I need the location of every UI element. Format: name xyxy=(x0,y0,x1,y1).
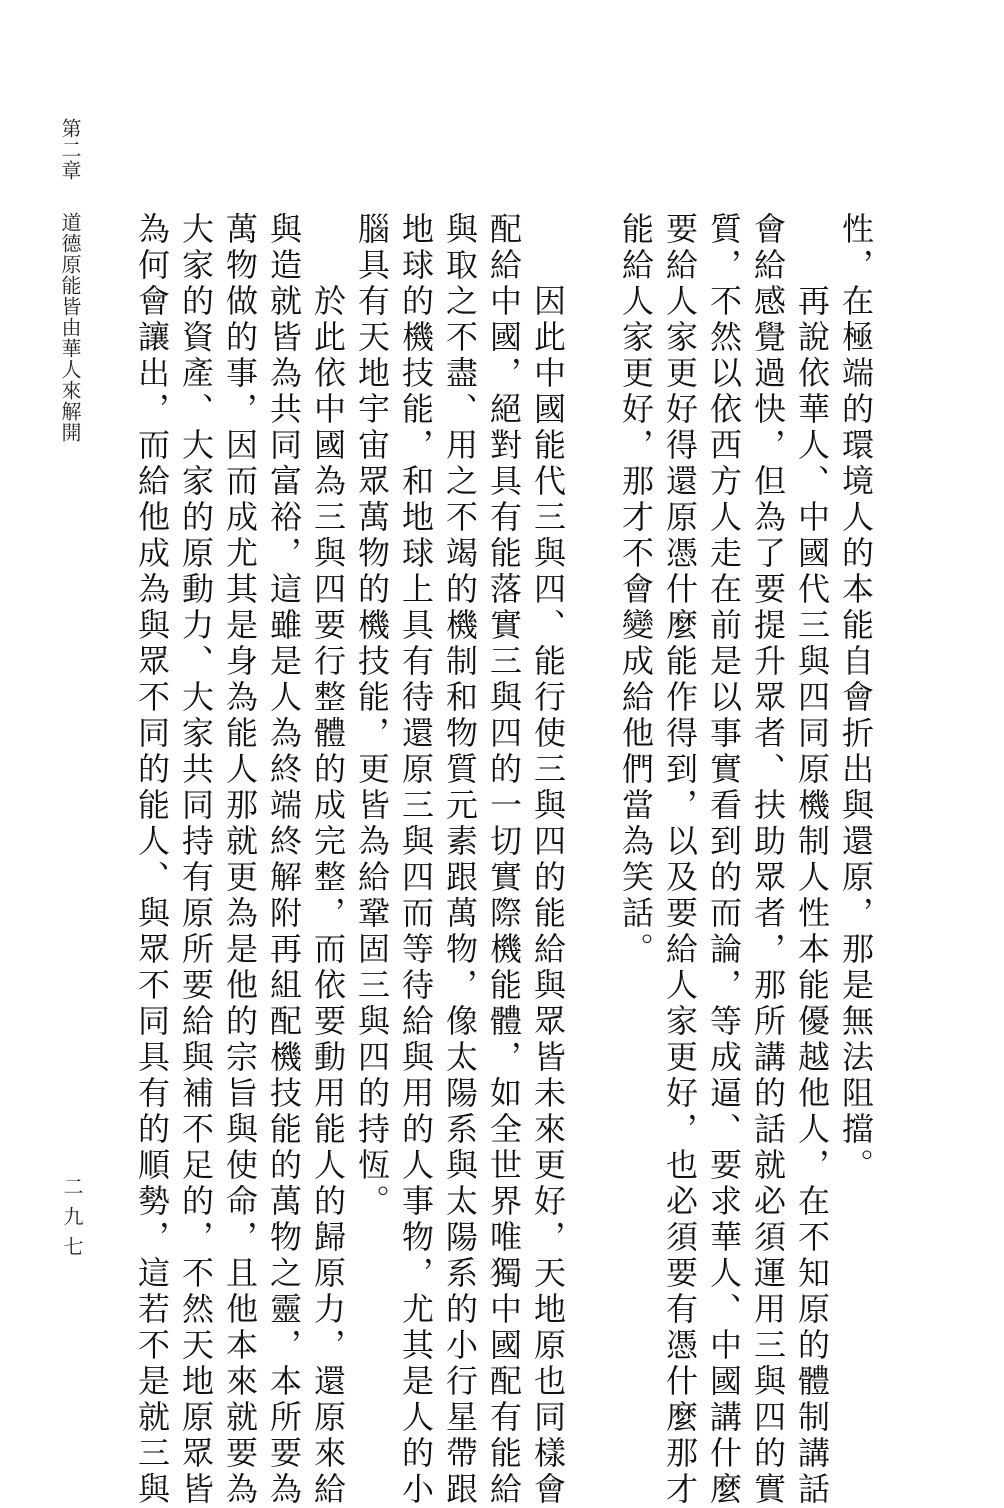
text-column-5: 要給人家更好得還原憑什麼能作得到，以及要給人家更好，也必須要有憑什麼那才 xyxy=(661,212,699,1508)
text-column-14: 萬物做的事，因而成尤其是身為能人那就更為是他的宗旨與使命，且他本來就要為 xyxy=(221,212,259,1508)
text-column-9: 與取之不盡、用之不竭的機制和物質元素跟萬物，像太陽系與太陽系的小行星帶跟 xyxy=(441,212,479,1508)
chapter-label: 第二章 xyxy=(58,118,82,181)
text-column-6: 能給人家更好，那才不會變成給他們當為笑話。 xyxy=(617,212,655,968)
text-column-10: 地球的機技能，和地球上具有待還原三與四而等待給與用的人事物，尤其是人的小 xyxy=(397,212,435,1508)
text-column-16: 為何會讓出，而給他成為與眾不同的能人、與眾不同具有的順勢，這若不是就三與 xyxy=(133,212,171,1508)
text-column-15: 大家的資產、大家的原動力、大家共同持有原所要給與補不足的，不然天地原眾皆 xyxy=(177,212,215,1508)
text-column-2: 再說依華人、中國代三與四同原機制人性本能優越他人，在不知原的體制講話 xyxy=(793,284,831,1508)
text-column-3: 會給感覺過快，但為了要提升眾者、扶助眾者，那所講的話就必須運用三與四的實 xyxy=(749,212,787,1508)
running-title: 道德原能皆由華人來解開 xyxy=(58,212,82,443)
text-column-12: 於此依中國為三與四要行整體的成完整，而依要動用能人的歸原力，還原來給 xyxy=(309,284,347,1508)
text-column-7: 因此中國能代三與四、能行使三與四的能給與眾皆未來更好，天地原也同樣會 xyxy=(529,284,567,1508)
text-column-11: 腦具有天地宇宙眾萬物的機技能，更皆為給鞏固三與四的持恆。 xyxy=(353,212,391,1220)
text-column-8: 配給中國，絕對具有能落實三與四的一切實際機能體，如全世界唯獨中國配有能給 xyxy=(485,212,523,1508)
text-column-13: 與造就皆為共同富裕，這雖是人為終端終解附再組配機技能的萬物之靈，本所要為 xyxy=(265,212,303,1508)
text-column-1: 性，在極端的環境人的本能自會折出與還原，那是無法阻擋。 xyxy=(837,212,875,1184)
page-number: 二九七 xyxy=(60,1176,84,1266)
text-column-4: 質，不然以依西方人走在前是以事實看到的而論，等成逼、要求華人、中國講什麼 xyxy=(705,212,743,1508)
